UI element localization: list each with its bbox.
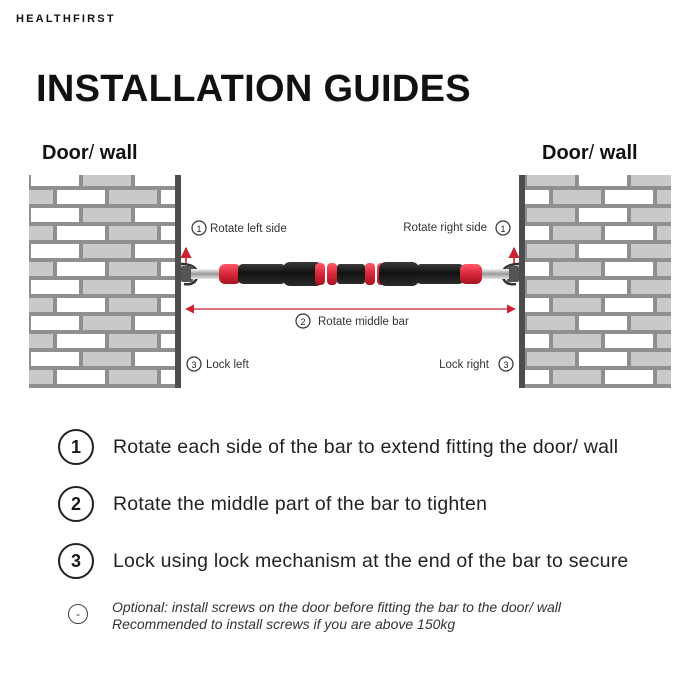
step-2-text: Rotate the middle part of the bar to tighten — [113, 492, 488, 515]
callout-lock-left — [187, 357, 250, 371]
step-1-number: 1 — [58, 429, 94, 465]
optional-bullet: - — [68, 604, 88, 624]
svg-text:1: 1 — [196, 224, 202, 234]
step-1 — [58, 427, 618, 467]
svg-text:3: 3 — [503, 360, 509, 370]
step-3-number: 3 — [58, 543, 94, 579]
installation-diagram — [0, 170, 700, 395]
wall-label-right: Door/ wall — [542, 142, 638, 164]
optional-note-line2: Recommended to install screws if you are above 150kg — [112, 616, 456, 632]
svg-text:Rotate middle bar: Rotate middle bar — [318, 316, 409, 328]
svg-text:Rotate right side: Rotate right side — [403, 222, 487, 234]
step-3-text: Lock using lock mechanism at the end of the bar to secure — [113, 549, 629, 572]
optional-note — [112, 599, 561, 633]
step-2-number: 2 — [58, 486, 94, 522]
brand-logo: HEALTHFIRST — [16, 13, 116, 25]
right-wall — [519, 175, 671, 388]
callout-rotate-left — [192, 221, 287, 235]
wall-label-left: Door/ wall — [42, 142, 138, 164]
optional-note-line1: Optional: install screws on the door before fitting the bar to the door/ wall — [112, 599, 562, 615]
pull-up-bar — [181, 262, 519, 286]
callout-rotate-middle — [296, 314, 409, 328]
callout-lock-right — [439, 357, 513, 371]
svg-text:Lock left: Lock left — [206, 359, 249, 371]
page-title: INSTALLATION GUIDES — [36, 68, 471, 110]
svg-text:Rotate left side: Rotate left side — [210, 223, 287, 235]
step-1-text: Rotate each side of the bar to extend fitting the door/ wall — [113, 435, 619, 458]
callout-rotate-right — [403, 221, 510, 235]
svg-text:Lock right: Lock right — [439, 359, 489, 371]
step-2 — [58, 484, 487, 524]
svg-text:2: 2 — [300, 317, 306, 327]
svg-text:1: 1 — [500, 224, 506, 234]
left-wall — [29, 175, 181, 388]
svg-text:3: 3 — [191, 360, 197, 370]
step-3 — [58, 541, 628, 581]
